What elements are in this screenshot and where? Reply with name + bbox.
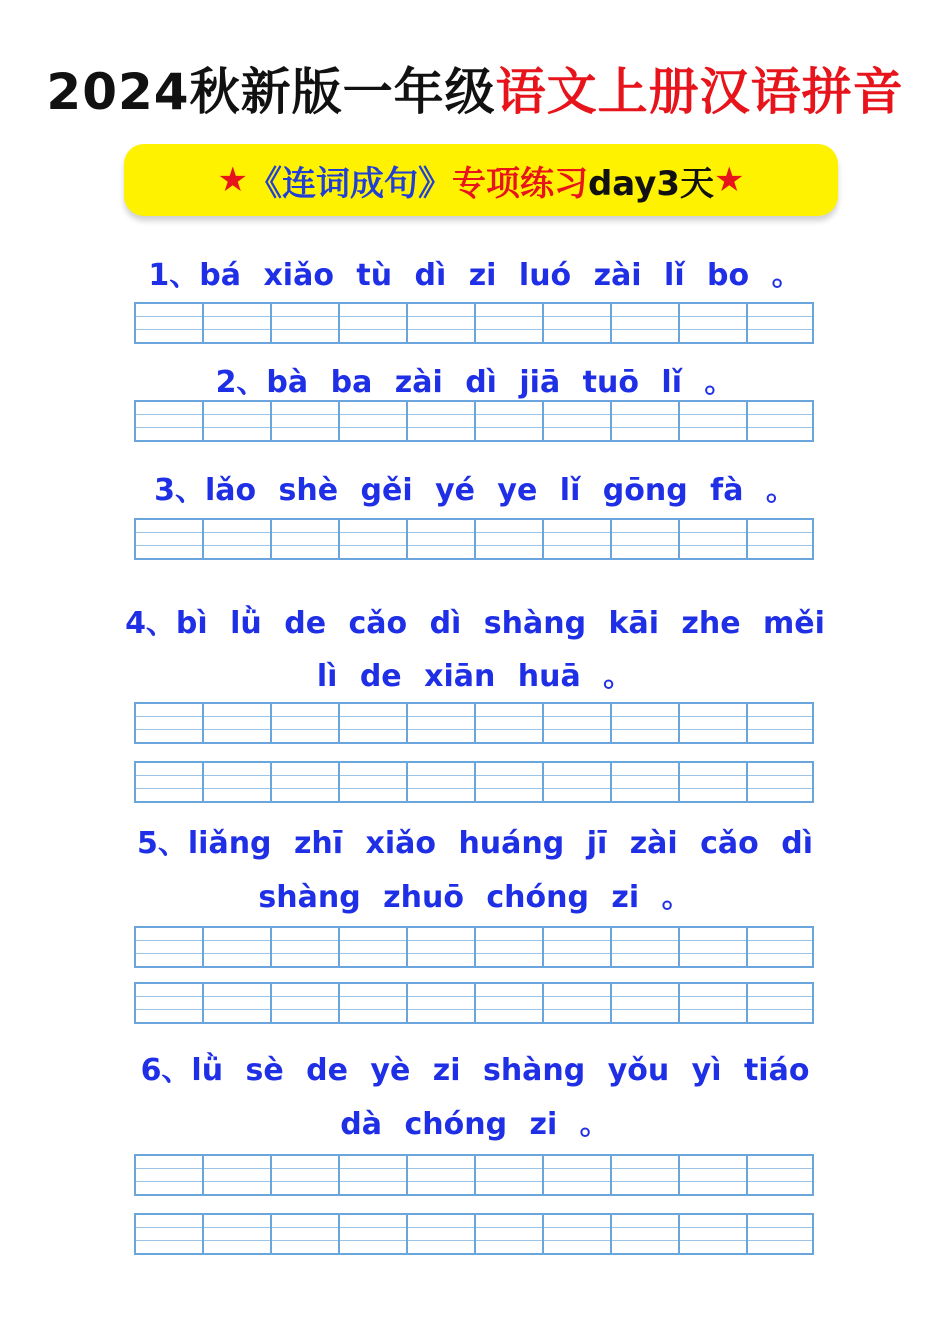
exercise-banner	[124, 144, 838, 216]
banner-bracket-title: 《连词成句》	[247, 163, 452, 204]
star-icon: ★	[217, 160, 248, 200]
exercise-5-pinyin-line-1: 5、liǎng zhī xiǎo huáng jī zài cǎo dì	[137, 826, 813, 861]
banner-subject: 专项练习	[451, 163, 588, 204]
exercise-6-writing-grid-1	[134, 1154, 814, 1196]
exercise-6-pinyin-line-1: 6、lǜ sè de yè zi shàng yǒu yì tiáo	[140, 1053, 810, 1088]
exercise-3-pinyin: 3、lǎo shè gěi yé ye lǐ gōng fà 。	[154, 473, 796, 508]
exercise-2-pinyin: 2、bà ba zài dì jiā tuō lǐ 。	[215, 365, 735, 400]
exercise-4-pinyin-line-2: lì de xiān huā 。	[316, 659, 634, 694]
exercise-4-pinyin-line-1: 4、bì lǜ de cǎo dì shàng kāi zhe měi	[125, 606, 825, 641]
exercise-6-writing-grid-2	[134, 1213, 814, 1255]
title-highlight: 语文上册汉语拼音	[495, 63, 904, 121]
exercise-5-writing-grid-1	[134, 926, 814, 968]
exercise-1-writing-grid	[134, 302, 814, 344]
exercise-3-writing-grid	[134, 518, 814, 560]
title-prefix: 2024秋新版一年级	[46, 63, 496, 121]
exercise-5-writing-grid-2	[134, 982, 814, 1024]
banner-day: day3天	[587, 163, 715, 204]
exercise-5-pinyin-line-2: shàng zhuō chóng zi 。	[258, 880, 692, 915]
exercise-4-writing-grid-1	[134, 702, 814, 744]
exercise-2-writing-grid	[134, 400, 814, 442]
exercise-1-pinyin: 1、bá xiǎo tù dì zi luó zài lǐ bo 。	[148, 258, 802, 293]
worksheet-title	[0, 52, 950, 124]
star-icon: ★	[714, 160, 745, 200]
exercise-6-pinyin-line-2: dà chóng zi 。	[340, 1107, 610, 1142]
exercise-4-writing-grid-2	[134, 761, 814, 803]
